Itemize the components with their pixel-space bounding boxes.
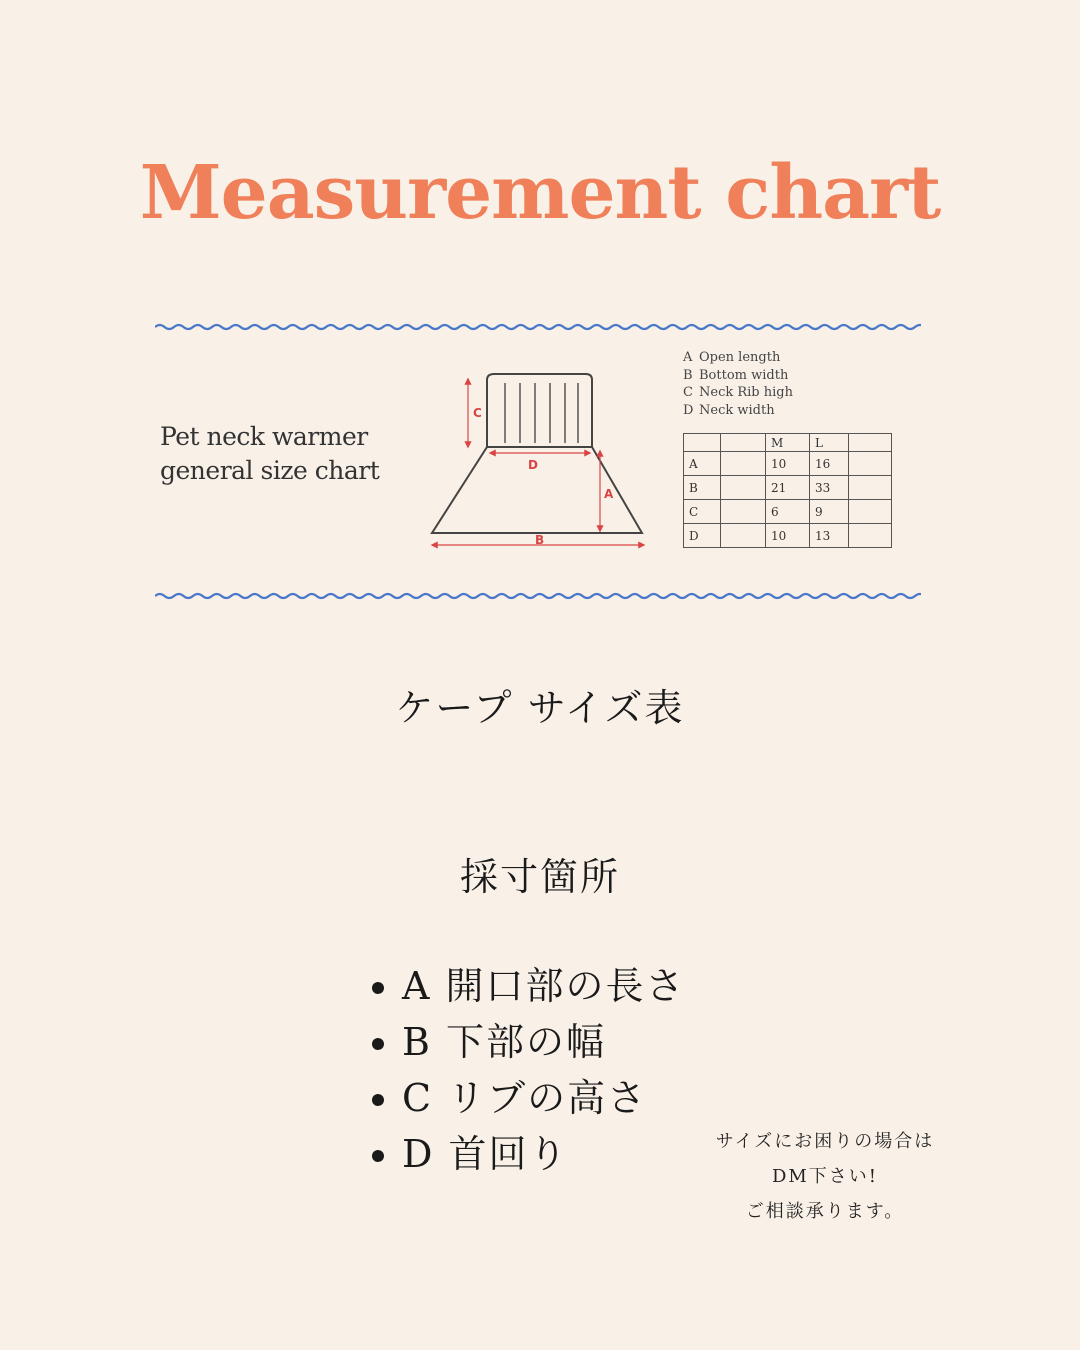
table-row — [684, 524, 892, 548]
size-chart-heading — [160, 420, 379, 488]
cape-size-table-heading: ケープ サイズ表 — [395, 686, 685, 730]
table-header-cell — [849, 434, 892, 452]
table-header-cell: L — [810, 434, 849, 452]
page-title: Measurement chart — [139, 150, 941, 236]
neck-warmer-diagram — [420, 365, 660, 555]
contact-note-line3: ご相談承ります。 — [745, 1201, 905, 1222]
bullet-icon — [372, 1150, 384, 1162]
table-header-cell — [684, 434, 721, 452]
table-cell — [849, 452, 892, 476]
table-cell: 6 — [766, 500, 810, 524]
bullet-icon — [372, 982, 384, 994]
list-item: C リブの高さ — [368, 1070, 686, 1126]
wave-line — [155, 325, 921, 329]
bullet-icon — [372, 1094, 384, 1106]
table-cell: C — [684, 500, 721, 524]
table-header-row — [684, 434, 892, 452]
table-cell: 10 — [766, 524, 810, 548]
wave-divider-top — [155, 320, 921, 334]
table-header-cell: M — [766, 434, 810, 452]
table-cell: 21 — [766, 476, 810, 500]
table-cell — [849, 524, 892, 548]
table-cell: A — [684, 452, 721, 476]
label-b: B — [535, 533, 545, 547]
table-cell — [721, 452, 766, 476]
size-chart-heading-line2: general size chart — [160, 456, 380, 485]
table-cell: 10 — [766, 452, 810, 476]
table-cell: B — [684, 476, 721, 500]
table-cell — [849, 476, 892, 500]
bullet-icon — [372, 1038, 384, 1050]
legend-item: D Neck width — [683, 402, 775, 418]
contact-note — [690, 1124, 960, 1229]
legend-item: C Neck Rib high — [683, 385, 793, 400]
measurement-legend — [683, 349, 793, 419]
wave-divider-bottom — [155, 589, 921, 603]
table-cell: D — [684, 524, 721, 548]
table-cell: 13 — [810, 524, 849, 548]
table-cell: 16 — [810, 452, 849, 476]
label-a: A — [604, 487, 614, 501]
measurement-points-heading: 採寸箇所 — [459, 855, 620, 899]
list-item: A 開口部の長さ — [368, 958, 686, 1014]
table-cell: 9 — [810, 500, 849, 524]
label-c: C — [473, 406, 482, 420]
table-cell — [721, 476, 766, 500]
contact-note-line1: サイズにお困りの場合は — [715, 1131, 935, 1152]
table-cell — [849, 500, 892, 524]
size-chart-heading-line1: Pet neck warmer — [160, 422, 368, 451]
contact-note-line2: DM下さい! — [771, 1166, 879, 1187]
rib-collar-shape — [487, 374, 592, 447]
list-item: D 首回り — [368, 1126, 686, 1182]
label-d: D — [528, 458, 538, 472]
table-row — [684, 500, 892, 524]
table-row — [684, 476, 892, 500]
measurement-points-list — [368, 958, 686, 1182]
size-table — [683, 433, 892, 548]
list-item: B 下部の幅 — [368, 1014, 686, 1070]
table-header-cell — [721, 434, 766, 452]
table-cell: 33 — [810, 476, 849, 500]
wave-line — [155, 594, 921, 598]
table-cell — [721, 524, 766, 548]
table-cell — [721, 500, 766, 524]
table-row — [684, 452, 892, 476]
legend-item: A Open length — [683, 350, 781, 365]
legend-item: B Bottom width — [683, 367, 789, 383]
